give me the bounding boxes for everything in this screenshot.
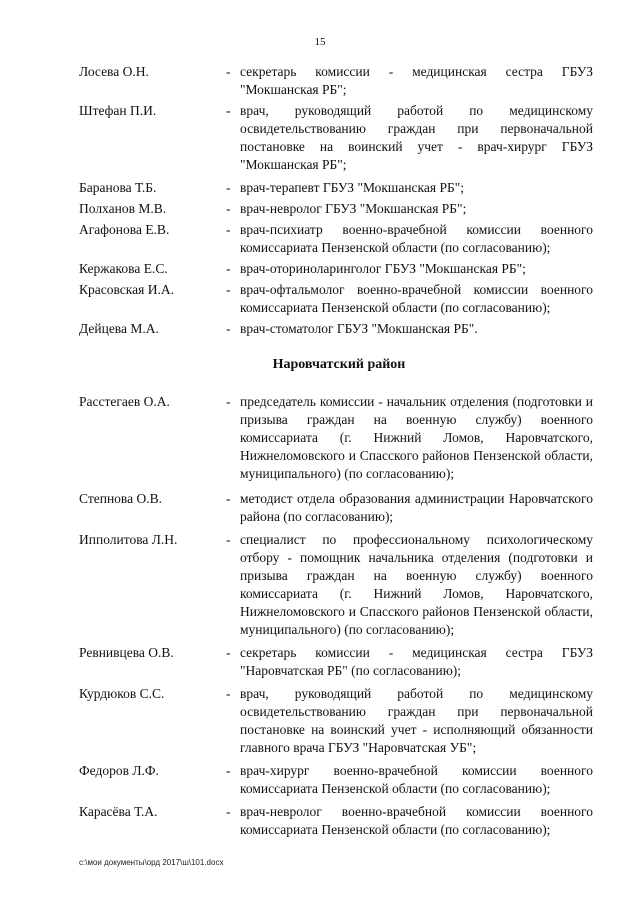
separator-dash: -	[226, 645, 231, 660]
person-name: Степнова О.В.	[79, 491, 162, 506]
list-item	[79, 102, 599, 174]
file-path-footer: c:\мои документы\орд 2017\ш\101.docx	[79, 858, 224, 867]
list-item	[79, 644, 599, 680]
person-role: секретарь комиссии - медицинская сестра ГБУЗ "Мокшанская РБ";	[240, 64, 593, 97]
person-role: врач-невролог военно-врачебной комиссии военного комиссариата Пензенской области (по согласованию);	[240, 804, 593, 837]
separator-dash: -	[226, 804, 231, 819]
document-body	[79, 63, 599, 839]
person-name: Дейцева М.А.	[79, 321, 159, 336]
person-role: председатель комиссии - начальник отделения (подготовки и призыва граждан на военную службу) военного комиссариата (г. Нижний Ломов, Наровчатского, Нижнеломовского и Спасского районов Пензенской области, муниципального) (по согласованию);	[240, 394, 593, 481]
person-name: Ревнивцева О.В.	[79, 645, 174, 660]
person-role: врач-невролог ГБУЗ "Мокшанская РБ";	[240, 201, 467, 216]
separator-dash: -	[226, 686, 231, 701]
person-role: врач, руководящий работой по медицинскому освидетельствованию граждан при первоначальной постановке на воинский учет - исполняющий обязанности главного врача ГБУЗ "Наровчатская УБ";	[240, 686, 593, 755]
list-item	[79, 762, 599, 798]
separator-dash: -	[226, 282, 231, 297]
person-name: Кержакова Е.С.	[79, 261, 168, 276]
list-item	[79, 281, 599, 317]
person-name: Красовская И.А.	[79, 282, 174, 297]
list-item	[79, 685, 599, 757]
separator-dash: -	[226, 201, 231, 216]
person-name: Карасёва Т.А.	[79, 804, 158, 819]
person-name: Штефан П.И.	[79, 103, 157, 118]
separator-dash: -	[226, 491, 231, 506]
person-role: врач-стоматолог ГБУЗ "Мокшанская РБ".	[240, 321, 478, 336]
person-role: врач-оториноларинголог ГБУЗ "Мокшанская РБ";	[240, 261, 526, 276]
person-name: Федоров Л.Ф.	[79, 763, 159, 778]
person-name: Полханов М.В.	[79, 201, 167, 216]
separator-dash: -	[226, 180, 231, 195]
person-role: врач-психиатр военно-врачебной комиссии военного комиссариата Пензенской области (по согласованию);	[240, 222, 593, 255]
person-role: специалист по профессиональному психологическому отбору - помощник начальника отделения (подготовки и призыва граждан на военную службу) военного комиссариата (г. Нижний Ломов, Наровчатского, Нижнеломовского и Спасского районов Пензенской области, муниципального) (по согласованию);	[240, 532, 593, 637]
list-item	[79, 490, 599, 526]
separator-dash: -	[226, 763, 231, 778]
separator-dash: -	[226, 321, 231, 336]
person-role: врач, руководящий работой по медицинскому освидетельствованию граждан при первоначальной постановке на воинский учет - врач-хирург ГБУЗ "Мокшанская РБ";	[240, 103, 593, 172]
list-item	[79, 320, 599, 338]
separator-dash: -	[226, 222, 231, 237]
person-role: методист отдела образования администрации Наровчатского района (по согласованию);	[240, 491, 593, 524]
person-role: врач-хирург военно-врачебной комиссии военного комиссариата Пензенской области (по согласованию);	[240, 763, 593, 796]
person-role: секретарь комиссии - медицинская сестра ГБУЗ "Наровчатская РБ" (по согласованию);	[240, 645, 593, 678]
list-item	[79, 200, 599, 218]
list-item	[79, 63, 599, 99]
list-item	[79, 260, 599, 278]
person-name: Баранова Т.Б.	[79, 180, 157, 195]
section-title: Наровчатский район	[272, 357, 406, 372]
person-role: врач-терапевт ГБУЗ "Мокшанская РБ";	[240, 180, 464, 195]
list-item	[79, 803, 599, 839]
person-role: врач-офтальмолог военно-врачебной комиссии военного комиссариата Пензенской области (по согласованию);	[240, 282, 593, 315]
person-name: Лосева О.Н.	[79, 64, 149, 79]
page-number: 15	[314, 36, 326, 48]
list-item	[79, 531, 599, 639]
separator-dash: -	[226, 394, 231, 409]
separator-dash: -	[226, 103, 231, 118]
separator-dash: -	[226, 64, 231, 79]
person-name: Курдюков С.С.	[79, 686, 165, 701]
list-item	[79, 179, 599, 197]
person-name: Ипполитова Л.Н.	[79, 532, 178, 547]
person-name: Расстегаев О.А.	[79, 394, 170, 409]
list-item	[79, 393, 599, 483]
separator-dash: -	[226, 261, 231, 276]
separator-dash: -	[226, 532, 231, 547]
list-item	[79, 221, 599, 257]
person-name: Агафонова Е.В.	[79, 222, 170, 237]
